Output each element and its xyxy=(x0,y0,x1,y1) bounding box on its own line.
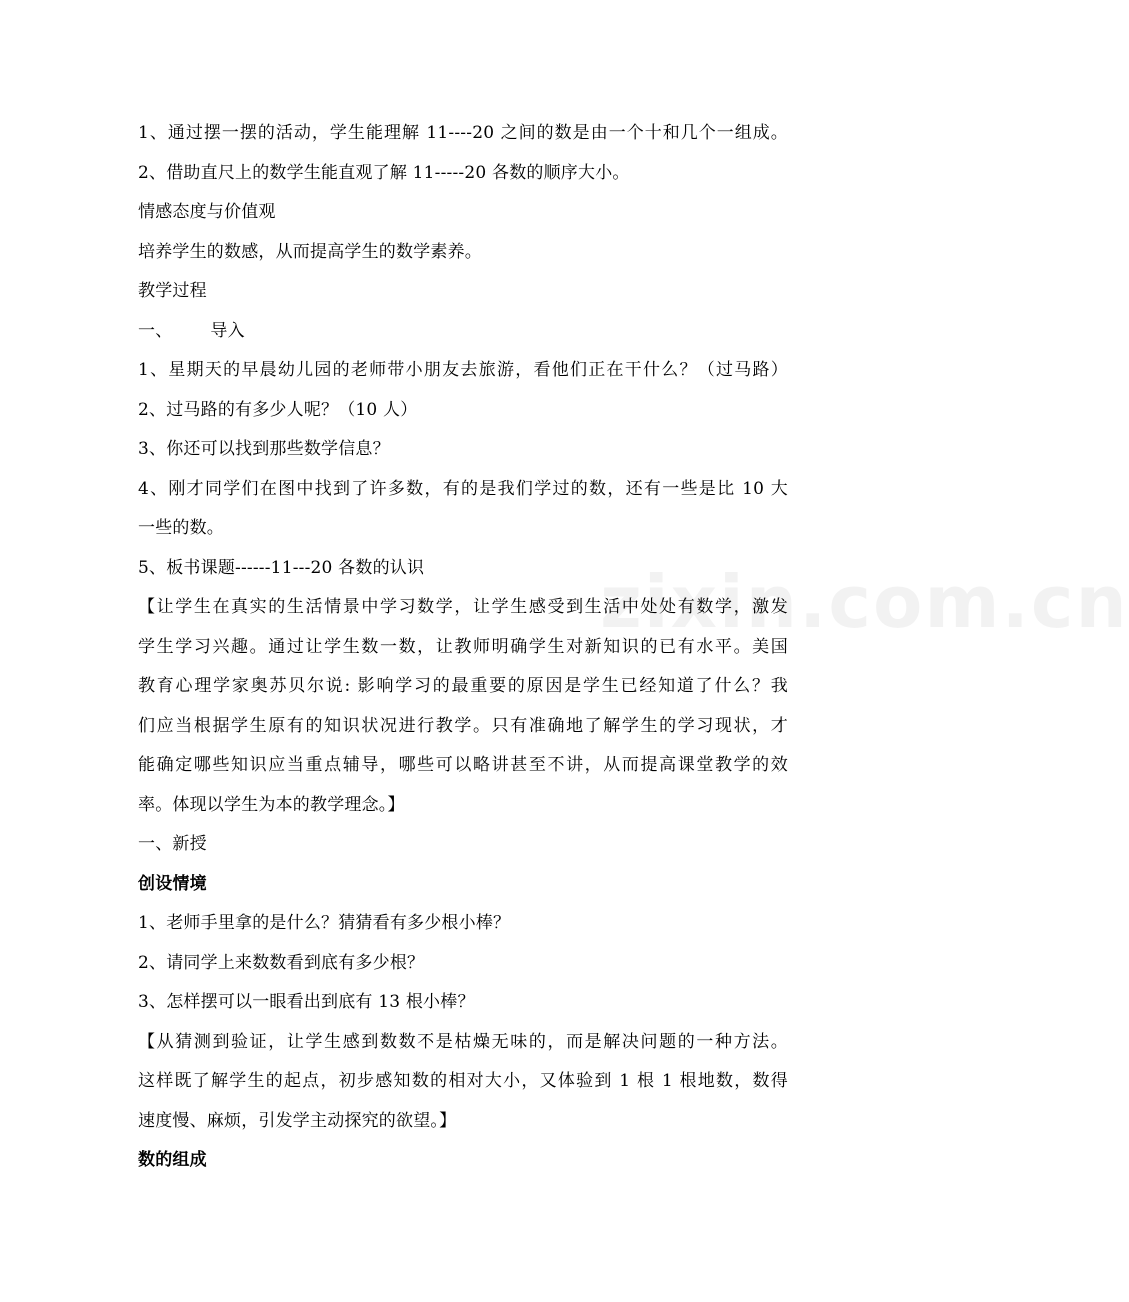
attitude-text: 培养学生的数感，从而提高学生的数学素养。 xyxy=(138,241,482,262)
scenario-step-2: 2、请同学上来数数看到底有多少根？ xyxy=(138,952,425,973)
commentary-1-line-1: 【让学生在真实的生活情景中学习数学，让学生感受到生活中处处有数学，激发 xyxy=(138,597,788,617)
objective-line-2: 2、借助直尺上的数学生能直观了解 11-----20 各数的顺序大小。 xyxy=(138,162,630,183)
document-body xyxy=(138,114,788,1181)
commentary-2-line-3: 速度慢、麻烦，引发学主动探究的欲望。】 xyxy=(138,1110,457,1131)
subheading-number-composition: 数的组成 xyxy=(138,1150,207,1170)
intro-step-4: 4、刚才同学们在图中找到了许多数，有的是我们学过的数，还有一些是比 10 大 xyxy=(138,478,788,499)
commentary-1-line-3: 教育心理学家奥苏贝尔说: 影响学习的最重要的原因是学生已经知道了什么？我 xyxy=(138,676,788,696)
scenario-step-3: 3、怎样摆可以一眼看出到底有 13 根小棒？ xyxy=(138,992,475,1012)
commentary-1-line-2: 学生学习兴趣。通过让学生数一数，让教师明确学生对新知识的已有水平。美国 xyxy=(138,636,788,657)
intro-step-2: 2、过马路的有多少人呢？（10 人） xyxy=(138,399,418,420)
section-heading-attitude: 情感态度与价值观 xyxy=(138,202,276,222)
section-heading-process: 教学过程 xyxy=(138,281,207,301)
objective-line-1: 1、通过摆一摆的活动，学生能理解 11----20 之间的数是由一个十和几个一组成。 xyxy=(138,123,788,143)
intro-step-3: 3、你还可以找到那些数学信息？ xyxy=(138,439,390,459)
section-title-intro: 导入 xyxy=(210,320,245,341)
section-heading-new-lesson: 一、新授 xyxy=(138,834,207,854)
scenario-step-1: 1、老师手里拿的是什么？猜猜看有多少根小棒？ xyxy=(138,913,511,933)
commentary-2-line-2: 这样既了解学生的起点，初步感知数的相对大小，又体验到 1 根 1 根地数，数得 xyxy=(138,1071,788,1091)
commentary-1-line-4: 们应当根据学生原有的知识状况进行教学。只有准确地了解学生的学习现状，才 xyxy=(138,715,788,736)
section-heading-intro xyxy=(138,312,788,352)
commentary-2-line-1: 【从猜测到验证，让学生感到数数不是枯燥无味的，而是解决问题的一种方法。 xyxy=(138,1031,788,1052)
subheading-create-scenario: 创设情境 xyxy=(138,873,207,894)
intro-step-1: 1、星期天的早晨幼儿园的老师带小朋友去旅游，看他们正在干什么？（过马路） xyxy=(138,360,788,380)
intro-step-5: 5、板书课题------11---20 各数的认识 xyxy=(138,557,425,578)
intro-step-4-continued: 一些的数。 xyxy=(138,518,224,538)
commentary-1-line-5: 能确定哪些知识应当重点辅导，哪些可以略讲甚至不讲，从而提高课堂教学的效 xyxy=(138,755,788,775)
watermark: zixin.com.cn xyxy=(600,560,1129,644)
commentary-1-line-6: 率。体现以学生为本的教学理念。】 xyxy=(138,794,405,815)
section-number: 一、 xyxy=(138,320,173,341)
